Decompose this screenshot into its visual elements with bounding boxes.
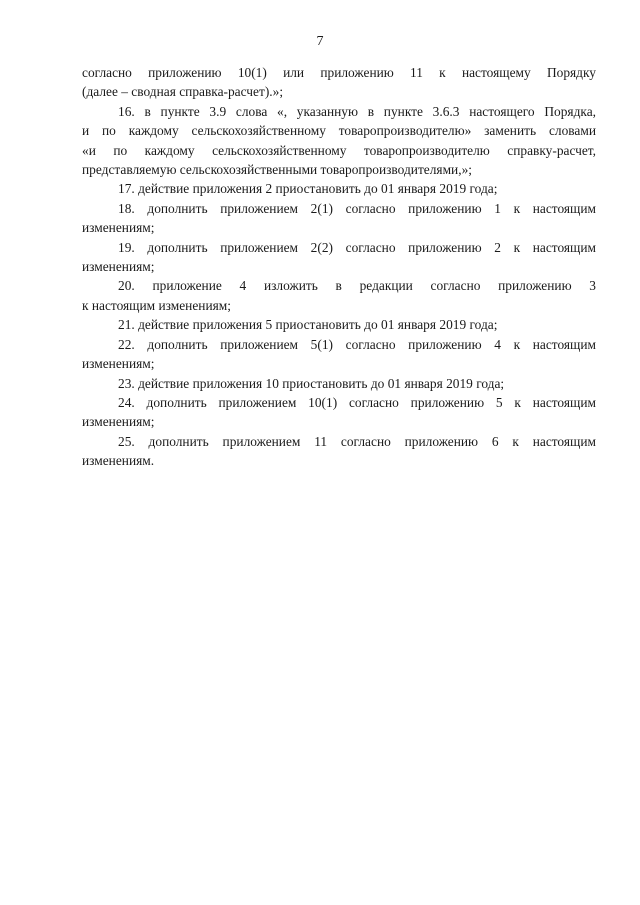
text-line: 18. дополнить приложением 2(1) согласно приложению 1 к настоящим (118, 200, 596, 216)
text-line: 24. дополнить приложением 10(1) согласно приложению 5 к настоящим (118, 394, 596, 410)
paragraph (82, 63, 596, 102)
page-number: 7 (316, 34, 324, 49)
paragraph (82, 102, 596, 180)
document-body (82, 63, 596, 471)
text-line: 19. дополнить приложением 2(2) согласно приложению 2 к настоящим (118, 239, 596, 255)
paragraph (82, 374, 596, 393)
paragraph (82, 238, 596, 277)
text-line: «и по каждому сельскохозяйственному товаропроизводителю справку-расчет, (82, 142, 596, 158)
text-line: 17. действие приложения 2 приостановить до 01 января 2019 года; (118, 181, 498, 197)
text-line: 21. действие приложения 5 приостановить до 01 января 2019 года; (118, 317, 498, 333)
paragraph (82, 199, 596, 238)
paragraph (82, 315, 596, 334)
paragraph (82, 335, 596, 374)
text-line: 16. в пункте 3.9 слова «, указанную в пункте 3.6.3 настоящего Порядка, (118, 103, 596, 119)
paragraph (82, 179, 596, 198)
text-line: (далее – сводная справка-расчет).»; (82, 84, 284, 100)
text-line: изменениям; (82, 414, 155, 430)
text-line: к настоящим изменениям; (82, 297, 231, 313)
text-line: изменениям; (82, 220, 155, 236)
text-line: 22. дополнить приложением 5(1) согласно приложению 4 к настоящим (118, 336, 596, 352)
text-line: 25. дополнить приложением 11 согласно приложению 6 к настоящим (118, 433, 596, 449)
text-line: изменениям. (82, 453, 155, 469)
paragraph (82, 276, 596, 315)
text-line: согласно приложению 10(1) или приложению 11 к настоящему Порядку (82, 65, 596, 80)
text-line: и по каждому сельскохозяйственному товаропроизводителю» заменить словами (82, 123, 596, 139)
paragraph (82, 432, 596, 471)
paragraph (82, 393, 596, 432)
text-line: изменениям; (82, 259, 155, 275)
text-line: 23. действие приложения 10 приостановить до 01 января 2019 года; (118, 375, 505, 391)
text-line: представляемую сельскохозяйственными товаропроизводителями,»; (82, 162, 472, 178)
text-line: 20. приложение 4 изложить в редакции согласно приложению 3 (118, 278, 596, 294)
text-line: изменениям; (82, 356, 155, 372)
